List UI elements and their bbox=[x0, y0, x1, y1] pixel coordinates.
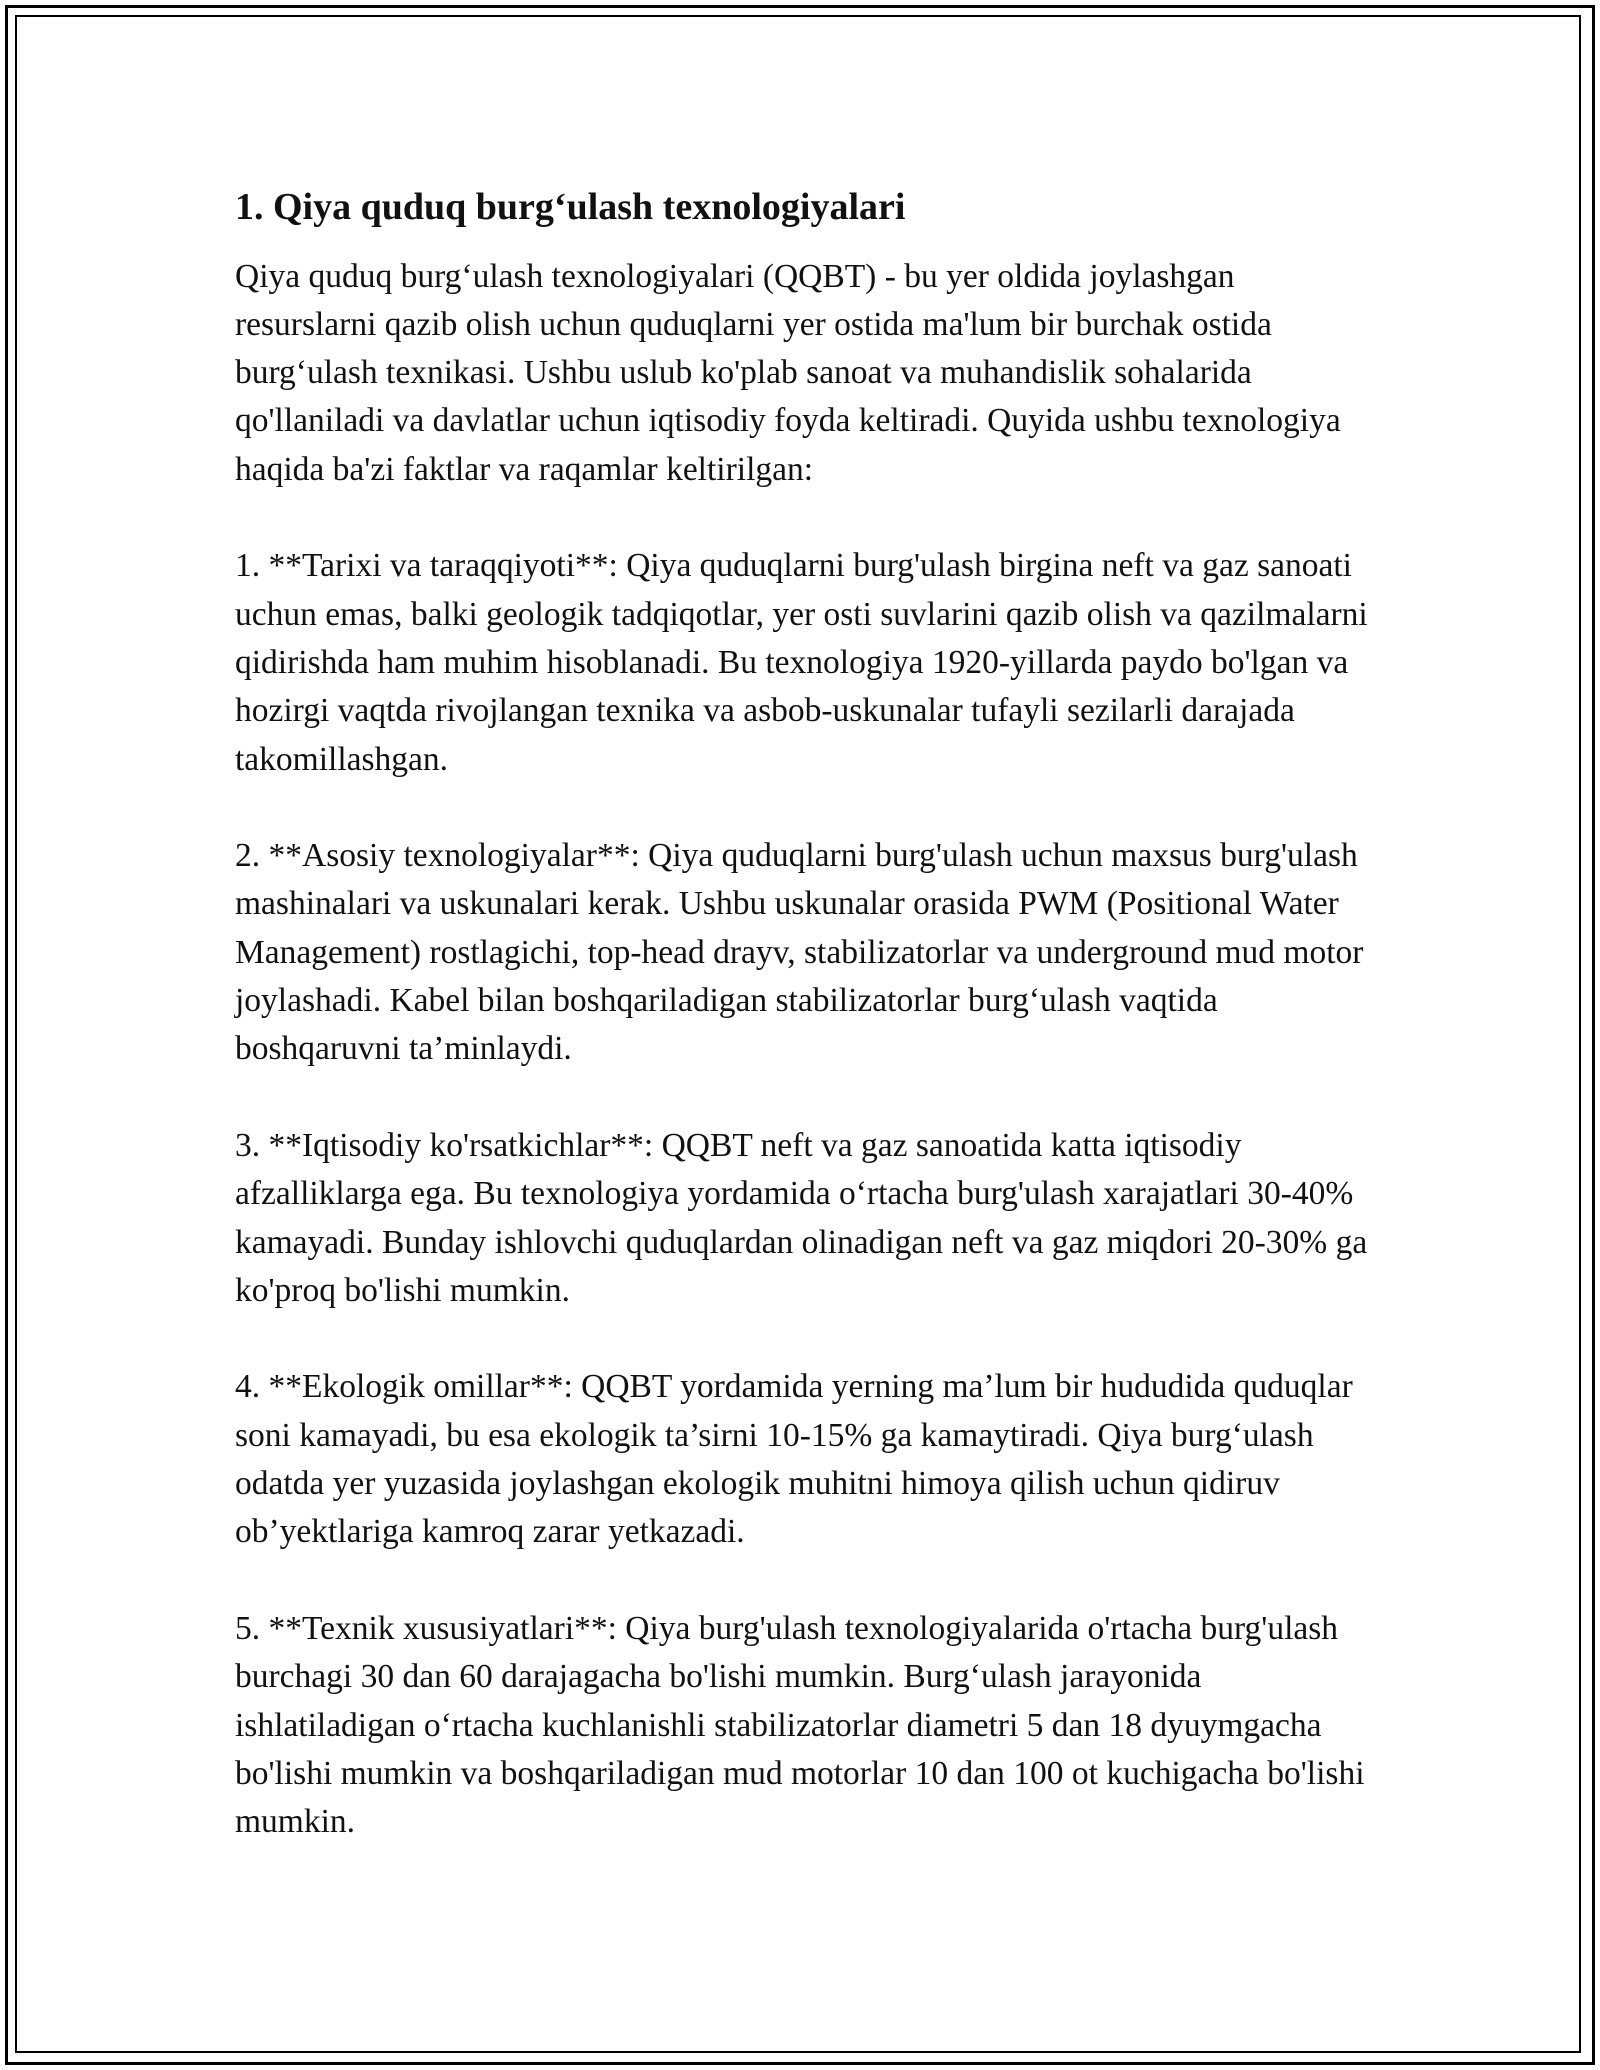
paragraph-history: 1. **Tarixi va taraqqiyoti**: Qiya quduqlarni burg'ulash birgina neft va gaz sanoati uchun emas, balki geologik tadqiqotlar, yer osti suvlarini qazib olish va qazilmalarni qidirishda ham muhim hisoblanadi. Bu texnologiya 1920-yillarda paydo bo'lgan va hozirgi vaqtda rivojlangan texnika va asbob-uskunalar tufayli sezilarli darajada takomillashgan. bbox=[235, 547, 1368, 778]
paragraph-technical-features: 5. **Texnik xususiyatlari**: Qiya burg'ulash texnologiyalarida o'rtacha burg'ulash burchagi 30 dan 60 darajagacha bo'lishi mumkin. Burg‘ulash jarayonida ishlatiladigan o‘rtacha kuchlanishli stabilizatorlar diametri 5 dan 18 dyuymgacha bo'lishi mumkin va boshqariladigan mud motorlar 10 dan 100 ot kuchigacha bo'lishi mumkin. bbox=[235, 1609, 1365, 1841]
paragraph-main-technologies: 2. **Asosiy texnologiyalar**: Qiya quduqlarni burg'ulash uchun maxsus burg'ulash mashinalari va uskunalari kerak. Ushbu uskunalar orasida PWM (Positional Water Management) rostlagichi, top-head drayv, stabilizatorlar va underground mud motor joylashadi. Kabel bilan boshqariladigan stabilizatorlar burg‘ulash vaqtida boshqaruvni ta’minlaydi. bbox=[235, 837, 1364, 1068]
intro-paragraph: Qiya quduq burg‘ulash texnologiyalari (QQBT) - bu yer oldida joylashgan resurslarni qazib olish uchun quduqlarni yer ostida ma'lum bir burchak ostida burg‘ulash texnikasi. Ushbu uslub ko'plab sanoat va muhandislik sohalarida qo'llaniladi va davlatlar uchun iqtisodiy foyda keltiradi. Quyida ushbu texnologiya haqida ba'zi faktlar va raqamlar keltirilgan: bbox=[235, 257, 1341, 488]
document-body bbox=[235, 185, 1370, 1846]
page-title: 1. Qiya quduq burg‘ulash texnologiyalari bbox=[235, 186, 906, 228]
paragraph-ecological-factors: 4. **Ekologik omillar**: QQBT yordamida yerning ma’lum bir hududida quduqlar soni kamayadi, bu esa ekologik ta’sirni 10-15% ga kamaytiradi. Qiya burg‘ulash odatda yer yuzasida joylashgan ekologik muhitni himoya qilish uchun qidiruv ob’yektlariga kamroq zarar yetkazadi. bbox=[235, 1368, 1353, 1551]
paragraph-economic-indicators: 3. **Iqtisodiy ko'rsatkichlar**: QQBT neft va gaz sanoatida katta iqtisodiy afzalliklarga ega. Bu texnologiya yordamida o‘rtacha burg'ulash xarajatlari 30-40% kamayadi. Bunday ishlovchi quduqlardan olinadigan neft va gaz miqdori 20-30% ga ko'proq bo'lishi mumkin. bbox=[235, 1126, 1368, 1309]
